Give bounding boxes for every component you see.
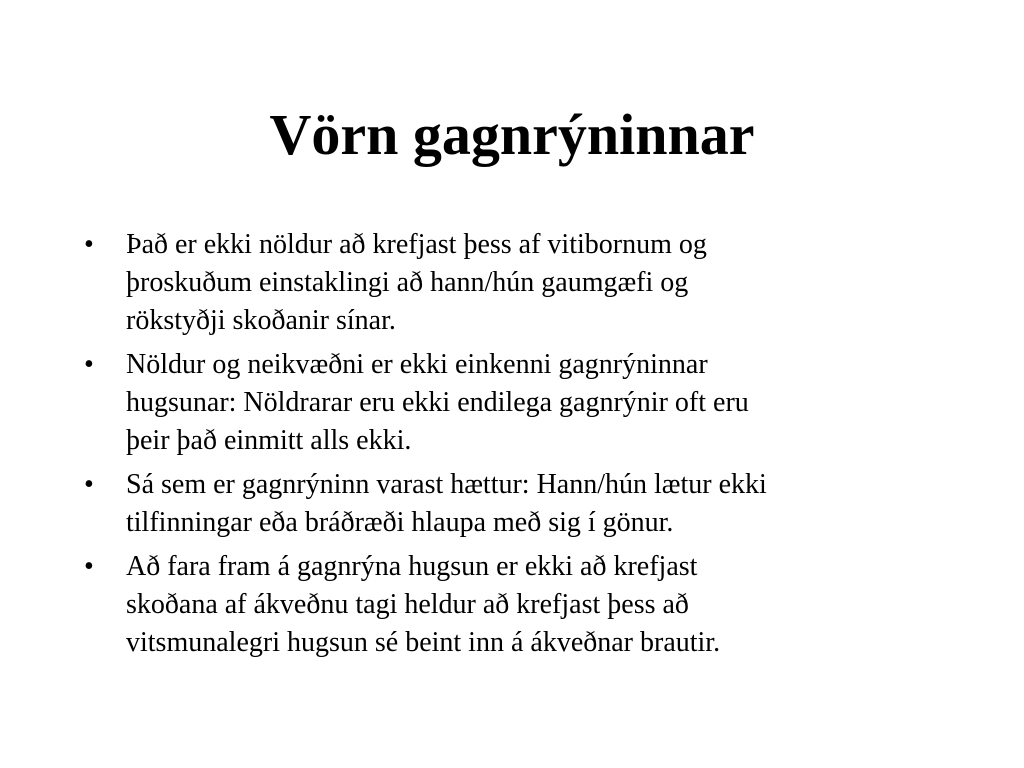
- bullet-item: [84, 548, 934, 662]
- bullet-line: þeir það einmitt alls ekki.: [126, 425, 412, 456]
- bullet-text: [126, 346, 934, 460]
- bullet-line: rökstyðji skoðanir sínar.: [126, 305, 396, 336]
- bullet-dot: •: [84, 551, 94, 582]
- bullet-line: þroskuðum einstaklingi að hann/hún gaumgæfi og: [126, 267, 689, 298]
- bullet-line: skoðana af ákveðnu tagi heldur að krefjast þess að: [126, 589, 689, 620]
- bullet-item: [84, 466, 934, 542]
- bullet-line: Að fara fram á gagnrýna hugsun er ekki að krefjast: [126, 551, 698, 582]
- bullet-text: [126, 466, 934, 542]
- slide-title: Vörn gagnrýninnar: [269, 102, 755, 167]
- bullet-line: Nöldur og neikvæðni er ekki einkenni gagnrýninnar: [126, 349, 708, 380]
- bullet-item: [84, 226, 934, 340]
- bullet-line: vitsmunalegri hugsun sé beint inn á ákveðnar brautir.: [126, 627, 721, 658]
- bullet-dot: •: [84, 229, 94, 260]
- bullet-line: Sá sem er gagnrýninn varast hættur: Hann/hún lætur ekki: [126, 469, 767, 500]
- bullet-line: tilfinningar eða bráðræði hlaupa með sig í gönur.: [126, 507, 674, 538]
- bullet-text: [126, 226, 934, 340]
- bullet-line: Það er ekki nöldur að krefjast þess af vitibornum og: [126, 229, 707, 260]
- bullet-dot: •: [84, 349, 94, 380]
- bullet-list: [84, 226, 934, 668]
- bullet-line: hugsunar: Nöldrarar eru ekki endilega gagnrýnir oft eru: [126, 387, 749, 418]
- bullet-dot: •: [84, 469, 94, 500]
- bullet-text: [126, 548, 934, 662]
- bullet-item: [84, 346, 934, 460]
